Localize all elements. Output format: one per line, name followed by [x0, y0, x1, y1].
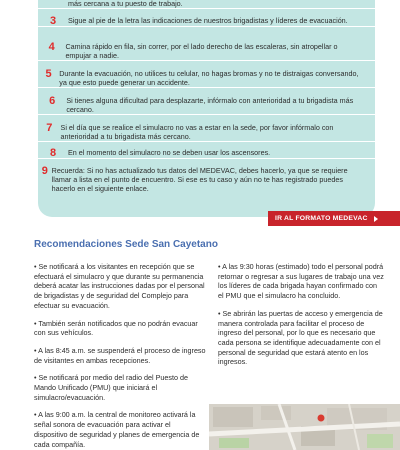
step-item-6 — [38, 96, 375, 115]
map-image — [209, 404, 400, 450]
step-text: Si tienes alguna dificultad para desplazarte, infórmalo con anterioridad a tu brigadista más cercano. — [66, 96, 354, 114]
step-number: 5 — [45, 68, 52, 80]
section-title: Recomendaciones Sede San Cayetano — [34, 239, 218, 250]
step-text: Recuerda: Si no has actualizado tus datos del MEDEVAC, debes hacerlo, ya que se requiere llamar a lista en el punto de encuentro. Si ese es tu caso y aún no te has registrado puedes hacerlo en el siguiente enlace. — [51, 166, 348, 193]
step-item-8 — [38, 148, 375, 159]
recommendation-item: • También serán notificados que no podrán evacuar con sus vehículos. — [34, 318, 198, 338]
step-number: 3 — [49, 15, 57, 27]
recommendation-item: • Se abrirán las puertas de acceso y emergencia de manera controlada para facilitar el proceso de ingreso del personal, por lo que es necesario que cada persona se identifique adecuadamente con el personal de seguridad que estará atento en los ingresos. — [218, 308, 383, 367]
step-number: 8 — [49, 147, 57, 159]
recommendation-item: • A las 9:00 a.m. la central de monitoreo activará la señal sonora de evacuación para activar el dispositivo de seguridad y planes de emergencia de cada compañía. — [34, 410, 200, 449]
recommendations-left-column — [34, 262, 206, 450]
step-text: Durante la evacuación, no utilices tu celular, no hagas bromas y no te distraigas conversando, ya que esto puede generar un accidente. — [59, 69, 359, 87]
step-number: 4 — [48, 41, 55, 53]
step-text: Sigue al pie de la letra las indicaciones de nuestros brigadistas y líderes de evacuación. — [68, 16, 348, 25]
step-item-9 — [38, 166, 375, 193]
step-text: Camina rápido en fila, sin correr, por el lado derecho de las escaleras, sin atropellar o empujar a nadie. — [65, 42, 338, 60]
step-item-5 — [38, 69, 375, 88]
recommendation-item: • Se notificará a los visitantes en recepción que se efectuará el simulacro y que durante su permanencia deberá acatar las instrucciones dadas por el personal de brigadistas y de seguridad del Complejo para efectuar su evacuación. — [34, 262, 205, 310]
step-text: más cercana a tu puesto de trabajo. — [68, 0, 183, 8]
step-text: En el momento del simulacro no se deben usar los ascensores. — [68, 148, 271, 157]
step-number: 7 — [46, 122, 53, 134]
medevac-form-button[interactable] — [268, 211, 400, 226]
step-item-4 — [38, 42, 375, 61]
evacuation-steps-card — [38, 0, 375, 217]
recommendation-item: • A las 8:45 a.m. se suspenderá el proceso de ingreso de visitantes en ambas recepciones. — [34, 345, 206, 365]
recommendation-item: • A las 9:30 horas (estimado) todo el personal podrá retornar o regresar a sus lugares de trabajo una vez los líderes de cada brigada hayan confirmado con el PMU que el simulacro ha concluido. — [218, 262, 384, 301]
location-map[interactable] — [209, 404, 400, 450]
recommendations-right-column — [218, 262, 384, 375]
chevron-right-icon — [374, 216, 378, 222]
step-number: 9 — [41, 165, 48, 177]
step-item-3 — [38, 16, 375, 27]
step-number: 6 — [49, 95, 56, 107]
recommendation-item: • Se notificará por medio del radio del Puesto de Mando Unificado (PMU) que iniciará el simulacro/evacuación. — [34, 373, 188, 402]
step-item-7 — [38, 123, 375, 142]
step-text: Si el día que se realice el simulacro no vas a estar en la sede, por favor infórmalo con anterioridad a tu brigadista más cercano. — [60, 123, 334, 141]
step-item-2 — [38, 0, 375, 9]
medevac-form-label: IR AL FORMATO MEDEVAC — [275, 215, 368, 222]
